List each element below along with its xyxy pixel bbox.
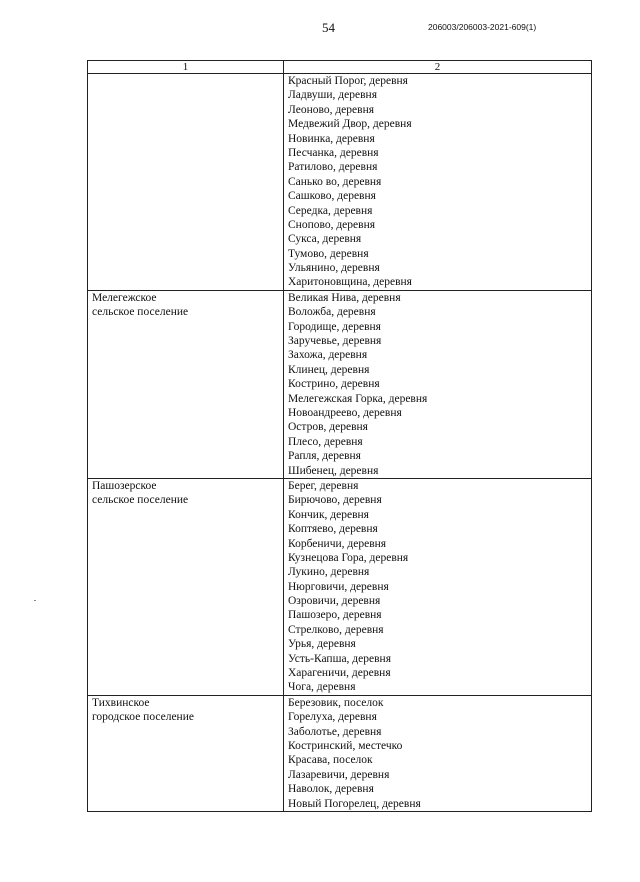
municipality-cell (88, 290, 284, 478)
table-row (88, 290, 592, 478)
settlement-entry: Кострино, деревня (288, 378, 380, 391)
settlement-entry: Сашково, деревня (288, 190, 376, 203)
municipality-name-line: Тихвинское (92, 696, 150, 709)
settlements-cell (284, 74, 592, 291)
settlement-entry: Великая Нива, деревня (288, 291, 401, 304)
settlement-entry: Пашозеро, деревня (288, 609, 382, 622)
settlement-entry: Середка, деревня (288, 204, 373, 217)
table-row (88, 478, 592, 695)
municipality-cell (88, 478, 284, 695)
settlement-entry: Красный Порог, деревня (288, 75, 408, 87)
column-header-2: 2 (284, 61, 592, 74)
settlement-entry: Тумово, деревня (288, 247, 369, 260)
settlement-entry: Клинец, деревня (288, 363, 370, 376)
settlement-entry: Новый Погорелец, деревня (288, 797, 421, 810)
settlement-entry: Шибенец, деревня (288, 464, 379, 477)
scan-artifact (34, 600, 36, 601)
municipality-name-line: Пашозерское (92, 479, 157, 492)
settlement-entry: Красава, поселок (288, 754, 373, 767)
settlement-entry: Снопово, деревня (288, 218, 376, 231)
settlement-entry: Костринский, местечко (288, 739, 403, 752)
settlement-entry: Медвежий Двор, деревня (288, 118, 412, 131)
municipality-name-line: Мелегежское (92, 291, 157, 304)
settlement-entry: Ульянино, деревня (288, 262, 380, 275)
settlement-entry: Мелегежская Горка, деревня (288, 392, 428, 405)
settlement-entry: Кончик, деревня (288, 508, 369, 521)
settlement-entry: Урья, деревня (288, 638, 356, 651)
table-row (88, 695, 592, 811)
page-number: 54 (322, 20, 335, 35)
document-code: 206003/206003-2021-609(1) (428, 22, 537, 32)
settlements-cell (284, 478, 592, 695)
settlement-entry: Плесо, деревня (288, 435, 363, 448)
settlement-entry: Харитоновщина, деревня (288, 276, 412, 289)
settlement-entry: Березовик, поселок (288, 696, 384, 709)
municipality-cell (88, 74, 284, 291)
settlement-entry: Горелуха, деревня (288, 711, 377, 724)
settlement-entry: Бирючово, деревня (288, 494, 382, 507)
settlement-entry: Заручевье, деревня (288, 335, 382, 348)
settlement-entry: Нюрговичи, деревня (288, 580, 389, 593)
settlement-entry: Сукса, деревня (288, 233, 362, 246)
table-body (88, 74, 592, 812)
settlement-entry: Леоново, деревня (288, 103, 375, 116)
settlements-cell (284, 695, 592, 811)
settlements-cell (284, 290, 592, 478)
municipality-cell (88, 695, 284, 811)
settlement-entry: Заболотье, деревня (288, 725, 382, 738)
settlement-entry: Озровичи, деревня (288, 595, 381, 608)
settlement-entry: Чога, деревня (288, 681, 356, 694)
settlement-entry: Лазаревичи, деревня (288, 768, 390, 781)
municipality-name-line: сельское поселение (92, 306, 189, 319)
settlement-entry: Новоандреево, деревня (288, 406, 402, 419)
settlement-entry: Корбеничи, деревня (288, 537, 387, 550)
settlement-entry: Захожа, деревня (288, 349, 368, 362)
municipality-name-line: городское поселение (92, 711, 194, 724)
settlement-entry: Остров, деревня (288, 421, 368, 434)
settlement-entry: Песчанка, деревня (288, 146, 379, 159)
settlement-entry: Кузнецова Гора, деревня (288, 551, 409, 564)
settlement-entry: Ладвуши, деревня (288, 89, 377, 102)
settlement-entry: Новинка, деревня (288, 132, 375, 145)
settlement-entry: Стрелково, деревня (288, 623, 384, 636)
column-header-1: 1 (88, 61, 284, 74)
settlement-entry: Коптяево, деревня (288, 523, 378, 536)
municipality-name-line: сельское поселение (92, 494, 189, 507)
settlement-entry: Ратилово, деревня (288, 161, 378, 174)
settlement-entry: Наволок, деревня (288, 783, 374, 796)
settlement-entry: Санько во, деревня (288, 175, 382, 188)
settlement-entry: Лукино, деревня (288, 566, 370, 579)
settlement-entry: Рапля, деревня (288, 450, 361, 463)
settlement-entry: Воложба, деревня (288, 306, 376, 319)
settlement-entry: Берег, деревня (288, 479, 359, 492)
table-row (88, 74, 592, 291)
settlement-entry: Усть-Капша, деревня (288, 652, 391, 665)
settlements-table (87, 60, 592, 812)
table-header-row (88, 61, 592, 74)
settlement-entry: Городище, деревня (288, 320, 381, 333)
settlement-entry: Харагеничи, деревня (288, 667, 391, 680)
